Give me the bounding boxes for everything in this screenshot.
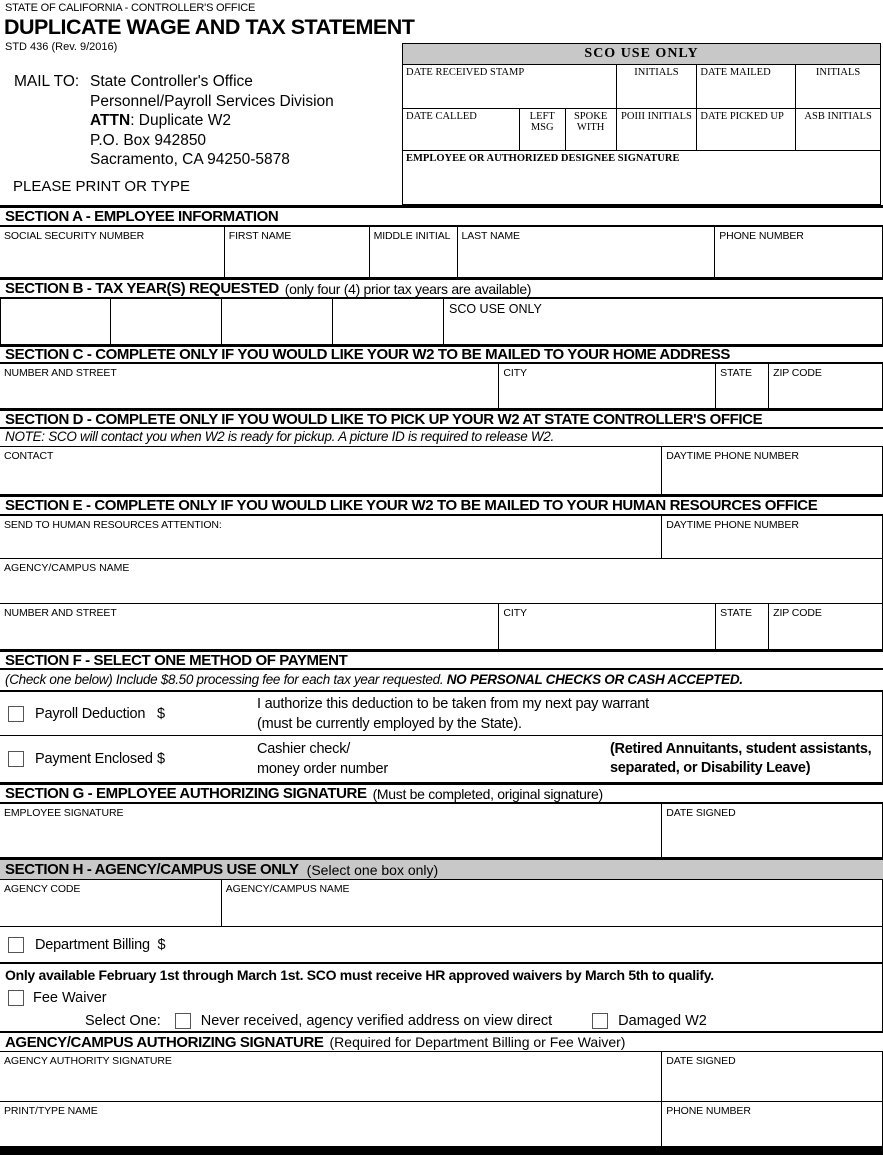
bottom-bar	[0, 1146, 883, 1155]
mail-to-line: P.O. Box 942850	[90, 131, 207, 149]
fee-waiver-checkbox[interactable]	[8, 990, 24, 1006]
sco-row-2	[403, 109, 880, 151]
section-b-title: SECTION B - TAX YEAR(S) REQUESTED	[5, 280, 279, 297]
section-d-note: NOTE: SCO will contact you when W2 is ready for pickup. A picture ID is required to release W2.	[0, 429, 883, 447]
cashier-check-text: Cashier check/ money order number	[257, 741, 388, 777]
section-g-note: (Must be completed, original signature)	[372, 785, 603, 802]
fee-waiver-row	[8, 987, 877, 1008]
section-h-header	[0, 857, 883, 880]
tax-year-box-2[interactable]	[111, 299, 222, 344]
retired-annuitants-note: (Retired Annuitants, student assistants, separated, or Disability Leave)	[610, 741, 872, 776]
mail-to-address	[90, 72, 334, 170]
select-one-label: Select One:	[85, 1013, 161, 1029]
section-a-title: SECTION A - EMPLOYEE INFORMATION	[5, 208, 279, 225]
last-name-field[interactable]: LAST NAME	[458, 227, 716, 277]
section-g-title: SECTION G - EMPLOYEE AUTHORIZING SIGNATURE	[5, 785, 367, 802]
section-c-header	[0, 344, 883, 364]
payment-enclosed-checkbox[interactable]	[8, 751, 24, 767]
section-b-note: (only four (4) prior tax years are available)	[284, 280, 532, 297]
section-c-title: SECTION C - COMPLETE ONLY IF YOU WOULD LIKE YOUR W2 TO BE MAILED TO YOUR HOME ADDRESS	[5, 346, 730, 363]
section-b-fields	[0, 299, 883, 344]
sco-use-only-cell: SCO USE ONLY	[449, 302, 542, 316]
agency-campus-name-field[interactable]: AGENCY/CAMPUS NAME	[225, 883, 350, 895]
middle-initial-field[interactable]: MIDDLE INITIAL	[370, 227, 458, 277]
section-a-header	[0, 205, 883, 227]
date-picked-up-field[interactable]: DATE PICKED UP	[697, 109, 796, 150]
payroll-authorization-text: I authorize this deduction to be taken from my next pay warrant (must be currently employed by the State).	[257, 695, 649, 732]
tax-year-box-3[interactable]	[222, 299, 333, 344]
section-d-title: SECTION D - COMPLETE ONLY IF YOU WOULD LIKE TO PICK UP YOUR W2 AT STATE CONTROLLER'S OFFICE	[5, 410, 763, 428]
sco-box-title: SCO USE ONLY	[403, 44, 880, 65]
home-state-field[interactable]: STATE	[716, 364, 769, 408]
first-name-field[interactable]: FIRST NAME	[225, 227, 370, 277]
section-f-header	[0, 649, 883, 670]
phone-number-field[interactable]: PHONE NUMBER	[666, 1105, 751, 1117]
never-received-label: Never received, agency verified address on view direct	[200, 1013, 553, 1029]
payment-dollar-sign: $	[157, 751, 166, 767]
poiii-initials-field[interactable]: POIII INITIALS	[617, 109, 698, 150]
hr-street-field[interactable]: NUMBER AND STREET	[0, 604, 499, 649]
section-e-header	[0, 494, 883, 516]
department-billing-label: Department Billing $	[35, 936, 166, 953]
date-called-field[interactable]: DATE CALLED	[403, 109, 520, 150]
hr-city-field[interactable]: CITY	[499, 604, 716, 649]
agency-authority-signature-field[interactable]: AGENCY AUTHORITY SIGNATURE	[0, 1052, 662, 1101]
payment-enclosed-row	[0, 736, 883, 782]
authorizing-signature-note: (Required for Department Billing or Fee Waiver)	[329, 1034, 626, 1050]
hr-attention-field[interactable]: SEND TO HUMAN RESOURCES ATTENTION:	[0, 516, 662, 558]
agency-campus-name-field[interactable]: AGENCY/CAMPUS NAME	[0, 559, 883, 604]
date-signed-field[interactable]: DATE SIGNED	[666, 1055, 736, 1067]
payroll-deduction-option	[0, 706, 257, 722]
authorizing-signature-title: AGENCY/CAMPUS AUTHORIZING SIGNATURE	[5, 1033, 324, 1051]
section-f-title: SECTION F - SELECT ONE METHOD OF PAYMENT	[5, 651, 348, 669]
section-h-note: (Select one box only)	[306, 861, 439, 878]
payroll-dollar-sign: $	[157, 705, 166, 722]
payroll-deduction-row	[0, 692, 883, 736]
form-number: STD 436 (Rev. 9/2016)	[5, 41, 118, 53]
payroll-deduction-checkbox[interactable]	[8, 706, 24, 722]
section-h-title: SECTION H - AGENCY/CAMPUS USE ONLY	[5, 861, 299, 878]
initials-field[interactable]: INITIALS	[815, 67, 861, 78]
print-name-fields	[0, 1102, 883, 1146]
spoke-with-field[interactable]: SPOKE WITH	[566, 109, 617, 150]
section-b-header	[0, 277, 883, 299]
payment-enclosed-label: Payment Enclosed	[35, 751, 153, 767]
daytime-phone-field[interactable]: DAYTIME PHONE NUMBER	[666, 450, 799, 462]
section-e-row1	[0, 516, 883, 559]
contact-field[interactable]: CONTACT	[0, 447, 662, 494]
department-billing-row	[0, 927, 883, 962]
fee-waiver-block	[0, 962, 883, 1031]
section-h-fields	[0, 880, 883, 927]
home-street-field[interactable]: NUMBER AND STREET	[0, 364, 499, 408]
phone-number-field[interactable]: PHONE NUMBER	[719, 230, 804, 242]
daytime-phone-field[interactable]: DAYTIME PHONE NUMBER	[666, 519, 799, 531]
mail-to-block	[14, 72, 334, 170]
damaged-w2-label: Damaged W2	[618, 1013, 707, 1029]
sco-use-only-box	[402, 43, 881, 205]
attn-label: ATTN	[90, 112, 131, 129]
hr-state-field[interactable]: STATE	[716, 604, 769, 649]
waiver-notice: Only available February 1st through March 1st. SCO must receive HR approved waivers by March 5th to qualify.	[5, 967, 714, 983]
section-c-fields	[0, 364, 883, 408]
payroll-deduction-label: Payroll Deduction	[35, 705, 146, 722]
section-f-note: (Check one below) Include $8.50 processing fee for each tax year requested. NO PERSONAL CHECKS OR CASH ACCEPTED.	[0, 670, 883, 692]
tax-year-box-4[interactable]	[333, 299, 444, 344]
mail-to-line: Sacramento, CA 94250-5878	[90, 151, 290, 168]
section-d-header	[0, 408, 883, 429]
sco-row-3	[403, 151, 880, 203]
print-type-name-field[interactable]: PRINT/TYPE NAME	[0, 1102, 662, 1146]
date-signed-field[interactable]: DATE SIGNED	[666, 807, 736, 819]
mail-to-line: ATTN: Duplicate W2	[90, 112, 231, 129]
agency-line: STATE OF CALIFORNIA - CONTROLLER'S OFFICE	[5, 2, 256, 14]
date-received-stamp-field[interactable]: DATE RECEIVED STAMP	[403, 65, 617, 108]
authorizing-signature-header	[0, 1031, 883, 1052]
page-title: DUPLICATE WAGE AND TAX STATEMENT	[4, 15, 415, 39]
section-g-fields	[0, 804, 883, 857]
department-billing-checkbox[interactable]	[8, 937, 24, 953]
never-received-checkbox[interactable]	[175, 1013, 191, 1029]
section-a-fields	[0, 227, 883, 277]
agency-code-field[interactable]: AGENCY CODE	[0, 880, 222, 926]
left-msg-field[interactable]: LEFT MSG	[520, 109, 566, 150]
home-zip-field[interactable]: ZIP CODE	[773, 367, 822, 379]
section-d-fields	[0, 447, 883, 494]
section-e-title: SECTION E - COMPLETE ONLY IF YOU WOULD LIKE YOUR W2 TO BE MAILED TO YOUR HUMAN RESOURCES OFFICE	[5, 497, 818, 514]
asb-initials-field[interactable]: ASB INITIALS	[804, 111, 872, 122]
date-mailed-field[interactable]: DATE MAILED	[697, 65, 796, 108]
sco-row-1	[403, 65, 880, 109]
tax-year-box-1[interactable]	[0, 299, 111, 344]
mail-to-label: MAIL TO:	[14, 73, 80, 90]
designee-signature-field[interactable]: EMPLOYEE OR AUTHORIZED DESIGNEE SIGNATURE	[406, 153, 680, 164]
section-e-row3	[0, 604, 883, 649]
mail-to-line: State Controller's Office	[90, 73, 253, 90]
ssn-field[interactable]: SOCIAL SECURITY NUMBER	[0, 227, 225, 277]
hr-zip-field[interactable]: ZIP CODE	[773, 607, 822, 619]
please-print-note: PLEASE PRINT OR TYPE	[13, 178, 191, 195]
fee-waiver-label: Fee Waiver	[33, 989, 107, 1006]
select-one-row	[85, 1010, 877, 1032]
form-header	[0, 0, 883, 205]
home-city-field[interactable]: CITY	[499, 364, 716, 408]
section-g-header	[0, 782, 883, 804]
authorizing-signature-fields	[0, 1052, 883, 1102]
initials-field[interactable]: INITIALS	[617, 65, 698, 108]
damaged-w2-checkbox[interactable]	[592, 1013, 608, 1029]
employee-signature-field[interactable]: EMPLOYEE SIGNATURE	[0, 804, 662, 857]
mail-to-line: Personnel/Payroll Services Division	[90, 92, 334, 110]
payment-enclosed-option	[0, 751, 257, 767]
